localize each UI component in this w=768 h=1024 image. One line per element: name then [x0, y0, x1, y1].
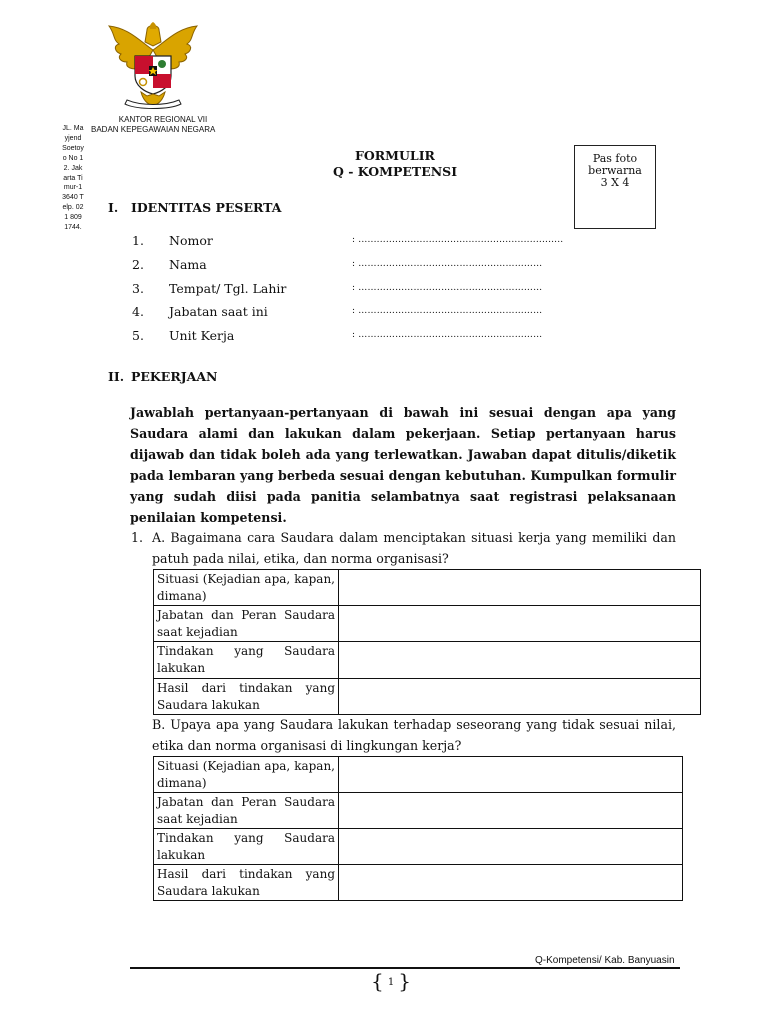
- identity-row-input-dots[interactable]: : ……………………………………………………: [352, 330, 543, 340]
- page-bracket-right-icon: }: [398, 969, 411, 993]
- answer-table-row: [154, 679, 701, 715]
- answer-input-cell[interactable]: [339, 606, 701, 642]
- answer-input-cell[interactable]: [339, 570, 701, 606]
- identity-row-number: 1.: [132, 233, 144, 248]
- section-2-title: PEKERJAAN: [131, 369, 218, 384]
- answer-table-row: [154, 793, 683, 829]
- answer-input-cell[interactable]: [339, 757, 683, 793]
- answer-row-label: Situasi (Kejadian apa, kapan, dimana): [154, 757, 339, 793]
- question-1b-answer-table: [153, 756, 683, 901]
- answer-row-label: Tindakan yang Saudara lakukan: [154, 642, 339, 679]
- office-line-1: KANTOR REGIONAL VII: [118, 115, 208, 124]
- identity-row-number: 3.: [132, 281, 144, 296]
- answer-row-label: Situasi (Kejadian apa, kapan, dimana): [154, 570, 339, 606]
- identity-row-number: 4.: [132, 304, 144, 319]
- answer-input-cell[interactable]: [339, 865, 683, 901]
- section-2-numeral: II.: [108, 369, 125, 384]
- identity-row-input-dots[interactable]: : ……………………………………………………: [352, 283, 543, 293]
- page-bracket-left-icon: {: [371, 969, 384, 993]
- answer-table-row: [154, 606, 701, 642]
- form-title: [300, 148, 490, 179]
- photo-line-3: 3 X 4: [600, 176, 630, 189]
- page-number-box: [371, 969, 411, 994]
- identity-row-number: 5.: [132, 328, 144, 343]
- form-title-line-2: Q - KOMPETENSI: [332, 164, 458, 179]
- footer-text: Q-Kompetensi/ Kab. Banyuasin: [535, 955, 675, 966]
- identity-row-input-dots[interactable]: : ……………………………………………………: [352, 259, 543, 269]
- answer-input-cell[interactable]: [339, 642, 701, 679]
- answer-table-row: [154, 757, 683, 793]
- office-name: [108, 115, 218, 125]
- instructions-paragraph: Jawablah pertanyaan-pertanyaan di bawah ini sesuai dengan apa yang Saudara alami dan lakukan dalam pekerjaan. Setiap pertanyaan harus dijawab dan tidak boleh ada yang terlewatkan. Jawaban dapat ditulis/diketik pada lembaran yang berbeda sesuai dengan kebutuhan. Kumpulkan formulir yang sudah diisi pada panitia selambatnya saat registrasi pelaksanaan penilaian kompetensi.: [130, 405, 676, 525]
- question-1a-answer-table: [153, 569, 701, 715]
- identity-row-label: Jabatan saat ini: [169, 304, 268, 319]
- answer-row-label: Jabatan dan Peran Saudara saat kejadian: [154, 793, 339, 829]
- answer-input-cell[interactable]: [339, 793, 683, 829]
- identity-row-input-dots[interactable]: : ...................................................................: [352, 235, 564, 245]
- answer-row-label: Hasil dari tindakan yang Saudara lakukan: [154, 679, 339, 715]
- answer-row-label: Tindakan yang Saudara lakukan: [154, 829, 339, 865]
- garuda-emblem-logo: [103, 20, 203, 112]
- section-1-title: IDENTITAS PESERTA: [131, 200, 282, 215]
- answer-row-label: Hasil dari tindakan yang Saudara lakukan: [154, 865, 339, 901]
- question-1a-text: A. Bagaimana cara Saudara dalam menciptakan situasi kerja yang memiliki dan patuh pada nilai, etika, dan norma organisasi?: [152, 530, 676, 566]
- answer-row-label: Jabatan dan Peran Saudara saat kejadian: [154, 606, 339, 642]
- office-address: JL. Mayjend Soetoyo No 12. Jakarta Timur-13640 Telp. 021 809 1744.: [62, 125, 84, 232]
- identity-row-number: 2.: [132, 257, 144, 272]
- identity-row-label: Nomor: [169, 233, 213, 248]
- identity-row-label: Tempat/ Tgl. Lahir: [169, 281, 287, 296]
- section-1-numeral: I.: [108, 200, 119, 215]
- office-line-2: BADAN KEPEGAWAIAN NEGARA: [91, 125, 216, 134]
- photo-line-2: berwarna: [588, 164, 642, 177]
- answer-table-row: [154, 865, 683, 901]
- page-number: 1: [387, 977, 395, 988]
- answer-table-row: [154, 829, 683, 865]
- answer-table-row: [154, 642, 701, 679]
- answer-input-cell[interactable]: [339, 829, 683, 865]
- identity-row-label: Nama: [169, 257, 207, 272]
- answer-table-row: [154, 570, 701, 606]
- question-1-number: 1.: [131, 530, 144, 545]
- question-1b-text: [152, 714, 676, 756]
- photo-placeholder-box: [574, 145, 656, 229]
- identity-row-label: Unit Kerja: [169, 328, 235, 343]
- answer-input-cell[interactable]: [339, 679, 701, 715]
- identity-row-input-dots[interactable]: : ……………………………………………………: [352, 306, 543, 316]
- photo-line-1: Pas foto: [592, 152, 638, 165]
- question-1b-text-content: B. Upaya apa yang Saudara lakukan terhadap seseorang yang tidak sesuai nilai, etika dan norma organisasi di lingkungan kerja?: [152, 717, 676, 753]
- form-title-line-1: FORMULIR: [355, 148, 435, 163]
